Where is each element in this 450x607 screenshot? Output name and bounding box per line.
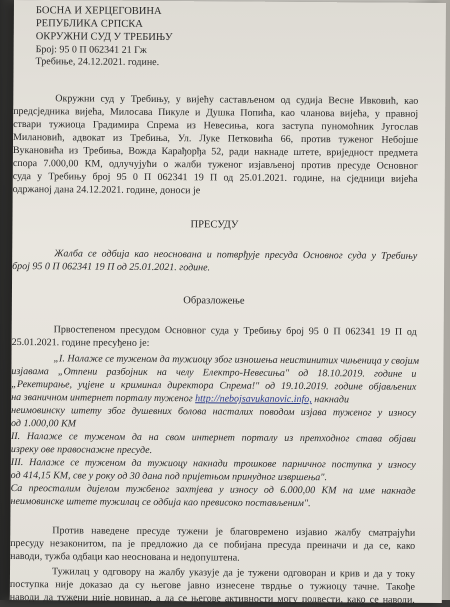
quote-line: Са преосталим дијелом тужбеног захтјева у износу од 6.000,00 КМ на име накнаде	[10, 482, 416, 497]
quote-line: „I. Налаже се туженом да тужиоцу због изношења неистинитих чињеница у својим	[53, 353, 420, 367]
quote-line: неимовинске штете тужилац се одбија као превисоко постављеним".	[10, 495, 311, 510]
quote-line: III. Налаже се туженом да тужиоцу накнади трошкове парничног поступка у износу	[10, 456, 416, 471]
reasoning-line: Првостепеном пресудом Основног суда у Требињу број 95 0 П 062341 19 П од	[53, 324, 417, 338]
verdict-line: број 95 0 П 062341 19 П од 25.01.2021. године.	[12, 260, 211, 274]
quote-line: од 1.000,00 КМ	[11, 417, 76, 430]
quote-line: изјавама „Отпени разбојник на челу Електро-Невесиња" од 18.10.2019. године и	[11, 365, 417, 380]
quote-line: „Рекетирање, уцјене и криминал директора Спрема!" од 19.10.2019. године објављених	[11, 378, 417, 393]
header-court: ОКРУЖНИ СУД У ТРЕБИЊУ	[35, 31, 173, 44]
intro-line: Вукановића из Требиња, Вожда Карађорђа 52, ради накнаде штете, вриједност предмета	[12, 144, 418, 159]
quote-line-tail: накнади	[314, 394, 350, 406]
response-line: поступка није доказао да су његове јавно изнесене тврдње о тужиоцу тачне. Такође	[9, 578, 415, 593]
response-line: Тужилац у одговору на жалбу указује да је тужени одговоран и крив и да у току	[51, 566, 416, 580]
verdict-line: Жалба се одбија као неоснована и потврђује пресуда Основног суда у Требињу	[54, 248, 418, 262]
intro-line: ствари тужиоца Градимира Спрема из Невесиња, кога заступа пуномоћник Југослав	[13, 118, 419, 133]
response-line: наводи да тужени није новинар, а да се његове активности могу подвести, како се наводи,	[9, 591, 415, 606]
intro-line: одржаној дана 24.12.2021. године, доноси је	[12, 183, 201, 197]
intro-line: суда у Требињу број 95 0 П 062341 19 П од 25.01.2021. године, на сједници вијећа	[12, 170, 418, 185]
verdict-title: ПРЕСУДУ	[190, 219, 239, 231]
intro-line: Милановић, адвокат из Требиња, Ул. Луке Петковића 66, против туженог Небојше	[13, 131, 419, 146]
quote-line-text: на званичном интернет порталу туженог	[11, 391, 193, 405]
quote-line: од 414,15 КМ, све у року од 30 дана под пријетњом принудног извршења".	[10, 469, 328, 484]
reasoning-line: 25.01.2021. године пресуђено је:	[11, 336, 150, 349]
portal-link[interactable]: http://nebojsavukanovic.info,	[195, 393, 312, 406]
appeal-line: пресуду незаконитом, па је предложио да се побијана пресуда преиначи и да се, како	[10, 537, 416, 552]
header-case-number: Број: 95 0 П 062341 21 Гж	[35, 44, 147, 56]
quote-line: II. Налаже се туженом да на свом интернет порталу из претходног става објави	[10, 430, 416, 445]
intro-line: предсједника вијећа, Милосава Пикуле и Душка Попића, као чланова вијећа, у правној	[13, 105, 419, 120]
reasoning-title: Образложење	[183, 295, 245, 307]
court-document	[9, 0, 446, 606]
quote-line: изреку ове правоснажне пресуде.	[10, 443, 153, 456]
header-republic: РЕПУБЛИКА СРПСКА	[35, 18, 143, 30]
header-place-date: Требиње, 24.12.2021. године.	[35, 56, 160, 69]
quote-line: неимовинску штету због душевних болова насталих поводом изјава туженог у износу	[11, 404, 417, 419]
appeal-line: Против наведене пресуде тужени је благовремено изјавио жалбу сматрајући	[52, 525, 416, 539]
appeal-line: наводи, тужба одбаци као неоснована и недопуштена.	[10, 550, 240, 564]
intro-line: спора 7.000,00 КМ, одлучујући о жалби туженог изјављеној против пресуде Основног	[12, 157, 418, 172]
header-country: БОСНА И ХЕРЦЕГОВИНА	[35, 5, 162, 18]
intro-line: Окружни суд у Требињу, у вијећу састављеном од судија Весне Ивковић, као	[55, 93, 419, 107]
